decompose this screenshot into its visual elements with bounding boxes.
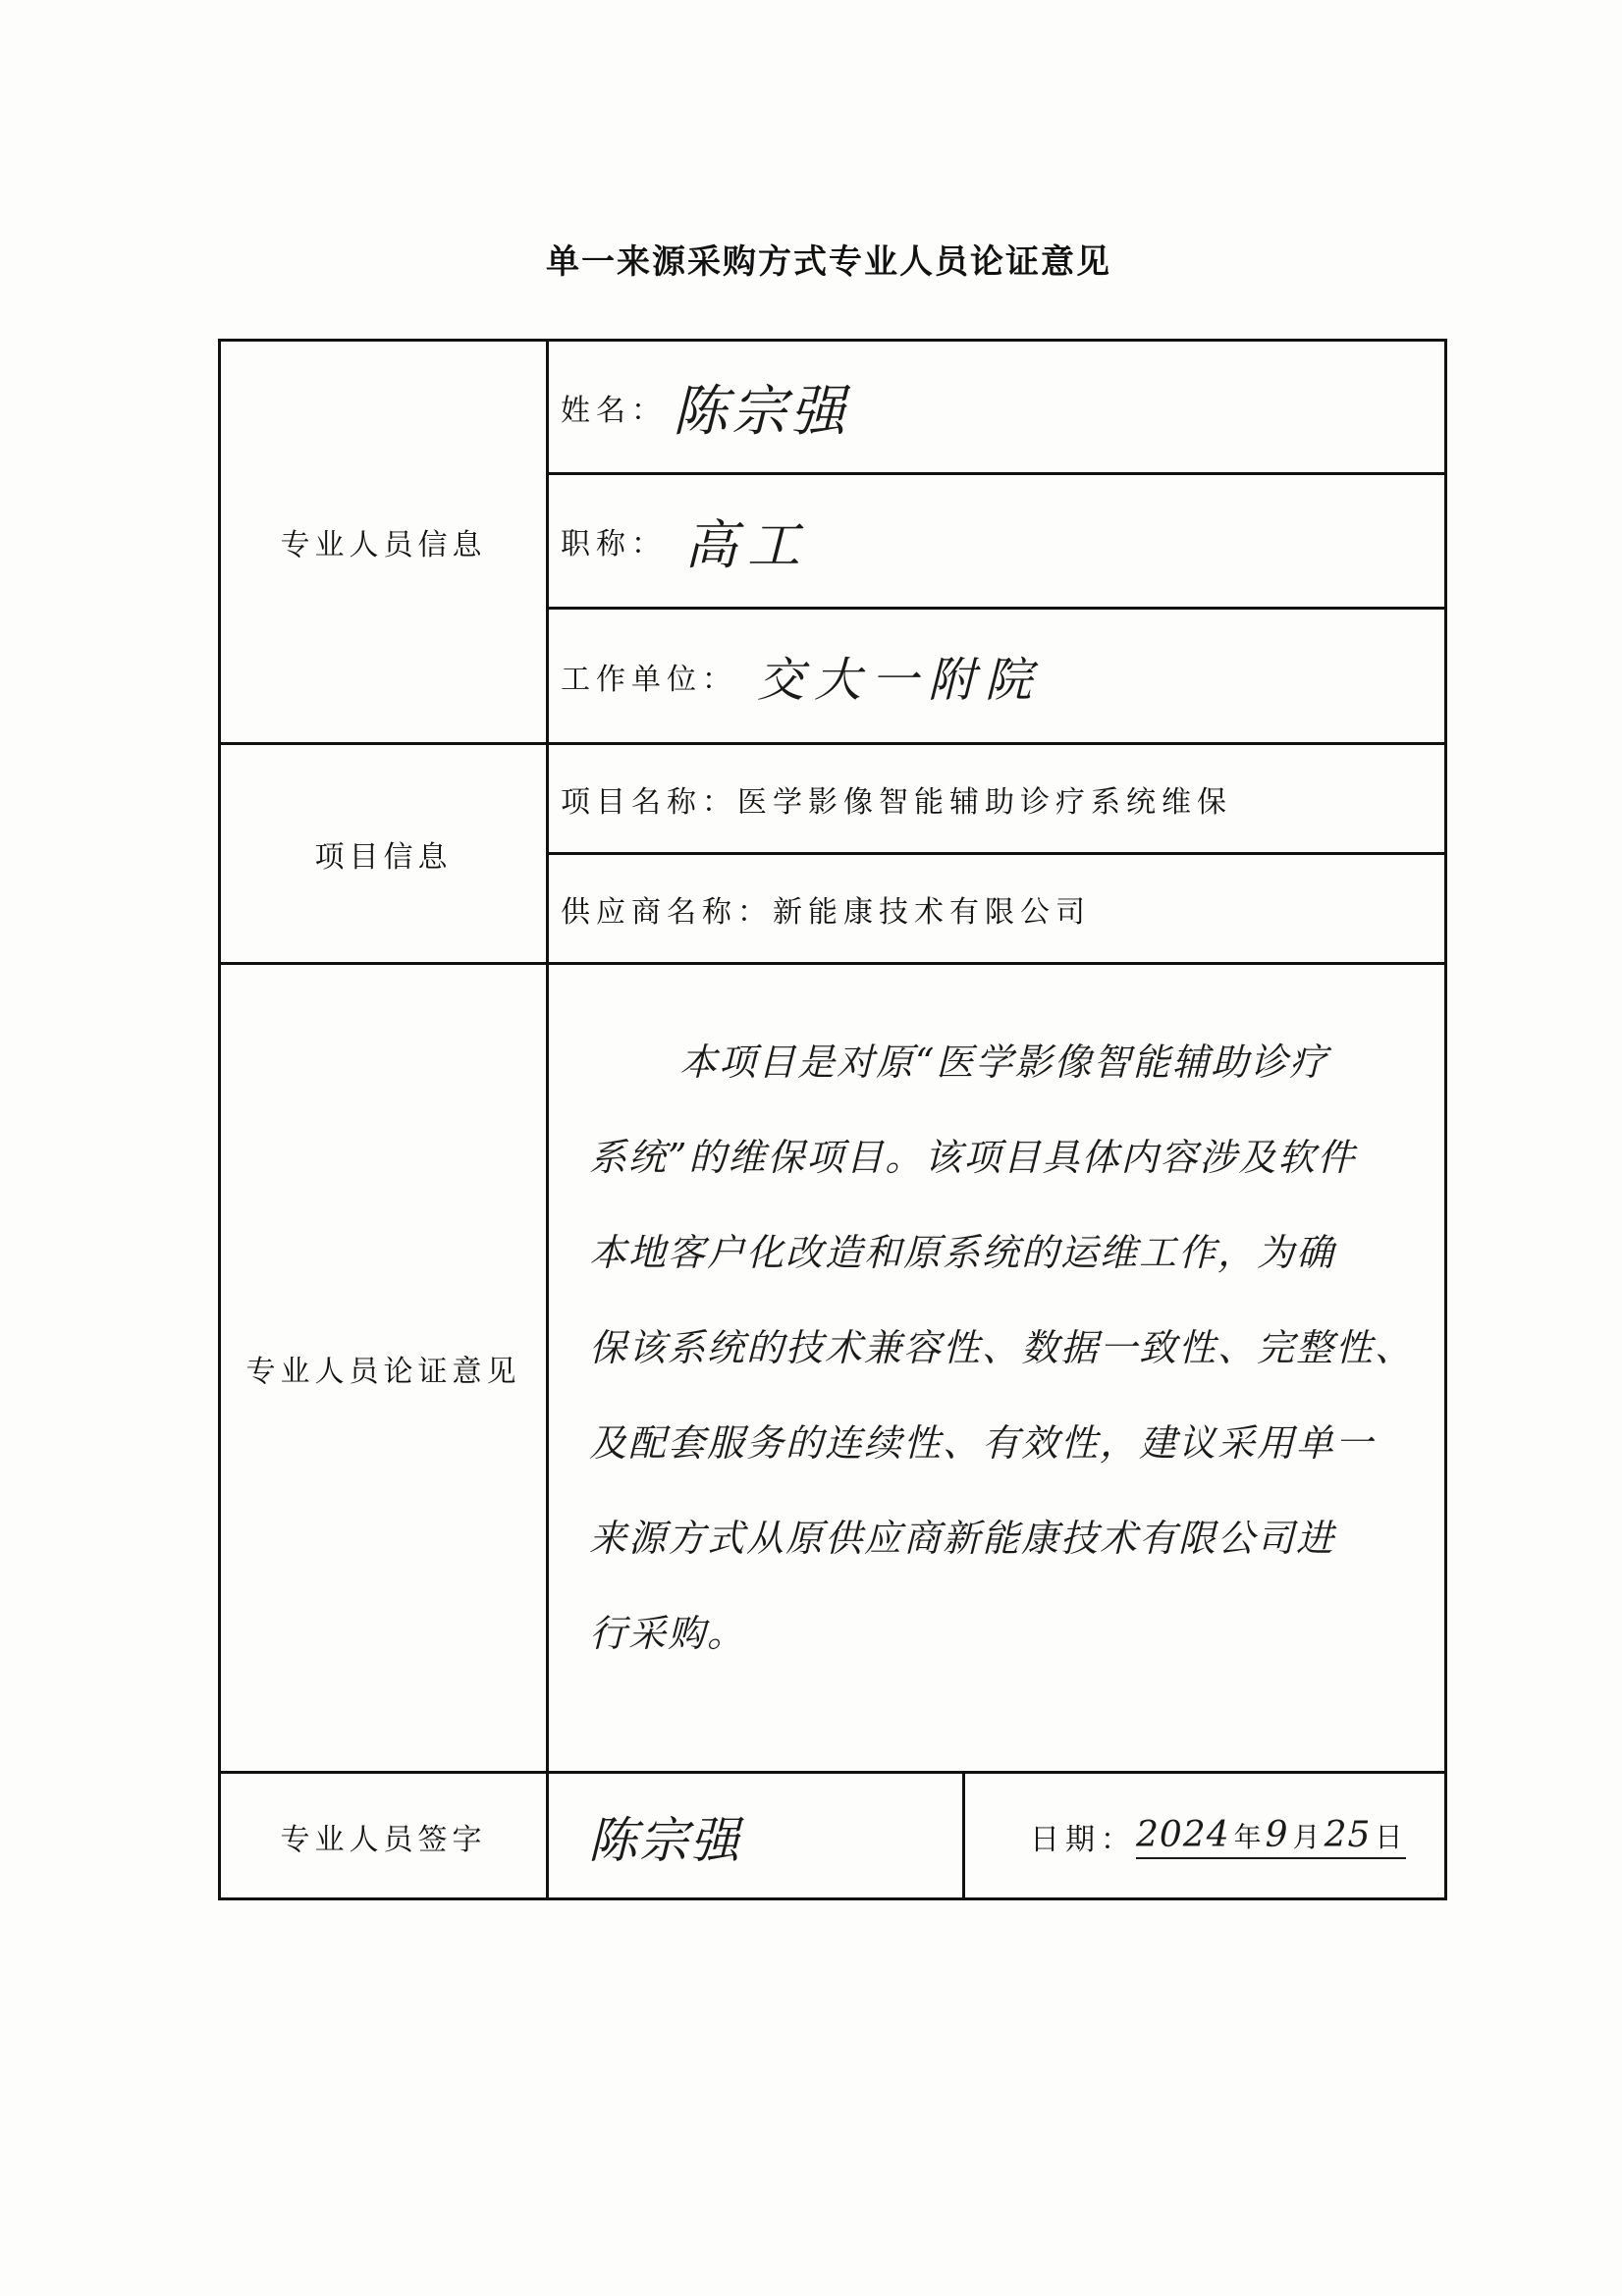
date-year: 2024 bbox=[1136, 1814, 1230, 1855]
opinion-line: 来源方式从原供应商新能康技术有限公司进 bbox=[589, 1517, 1336, 1560]
date-cell bbox=[965, 1774, 1444, 1899]
date-month: 9 bbox=[1265, 1814, 1289, 1855]
signature-label: 专业人员签字 bbox=[280, 1823, 487, 1857]
date-year-unit: 年 bbox=[1233, 1820, 1262, 1853]
date-day: 25 bbox=[1324, 1814, 1372, 1855]
handwritten-signature: 陈宗强 bbox=[588, 1812, 741, 1869]
supplier-value: 新能康技术有限公司 bbox=[773, 894, 1091, 930]
opinion-line: 行采购。 bbox=[589, 1612, 747, 1655]
title-row bbox=[549, 475, 1444, 607]
name-label: 姓名： bbox=[561, 393, 667, 428]
expert-info-label: 专业人员信息 bbox=[280, 528, 487, 562]
unit-row bbox=[549, 610, 1444, 742]
project-name-row bbox=[549, 745, 1444, 852]
opinion-label: 专业人员论证意见 bbox=[245, 1354, 521, 1389]
opinion-line: 及配套服务的连续性、有效性，建议采用单一 bbox=[589, 1421, 1376, 1465]
signature-cell bbox=[549, 1774, 962, 1899]
project-name-value: 医学影像智能辅助诊疗系统维保 bbox=[737, 784, 1232, 820]
opinion-line: 保该系统的技术兼容性、数据一致性、完整性、 bbox=[589, 1326, 1415, 1369]
opinion-line: 本地客户化改造和原系统的运维工作，为确 bbox=[589, 1231, 1336, 1274]
supplier-label: 供应商名称： bbox=[561, 894, 773, 930]
name-handwritten: 陈宗强 bbox=[673, 379, 849, 444]
opinion-line: 本项目是对原“医学影像智能辅助诊疗 bbox=[679, 1041, 1329, 1084]
unit-handwritten: 交大一附院 bbox=[757, 653, 1043, 708]
date-value bbox=[1136, 1815, 1406, 1859]
opinion-line: 系统”的维保项目。该项目具体内容涉及软件 bbox=[589, 1136, 1357, 1179]
supplier-row bbox=[549, 855, 1444, 962]
title-handwritten: 高工 bbox=[684, 513, 810, 576]
title-label: 职称： bbox=[561, 527, 667, 561]
unit-label: 工作单位： bbox=[561, 662, 737, 697]
name-row bbox=[549, 342, 1444, 472]
document-title: 单一来源采购方式专业人员论证意见 bbox=[546, 242, 1111, 282]
project-name-label: 项目名称： bbox=[561, 784, 737, 820]
project-info-label: 项目信息 bbox=[314, 839, 453, 875]
date-day-unit: 日 bbox=[1375, 1820, 1403, 1853]
date-month-unit: 月 bbox=[1292, 1820, 1321, 1853]
opinion-handwritten-text bbox=[549, 965, 1444, 1770]
date-label: 日期： bbox=[1030, 1823, 1136, 1857]
